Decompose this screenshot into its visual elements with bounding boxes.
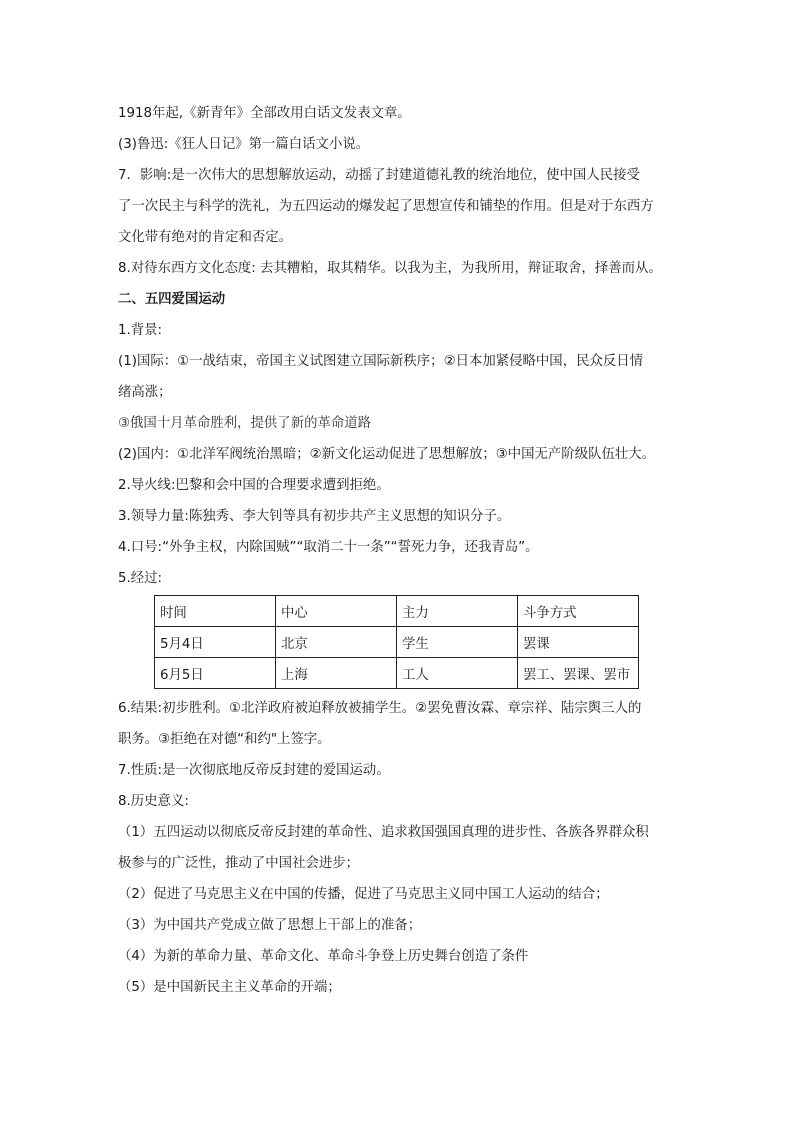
- process-table-wrapper: [154, 595, 686, 689]
- text-line: 7．影响:是一次伟大的思想解放运动，动摇了封建道德礼教的统治地位，使中国人民接受: [118, 168, 640, 183]
- text-line: （3）为中国共产党成立做了思想上干部上的准备；: [118, 918, 422, 933]
- text-line: 1918年起,《新青年》全部改用白话文发表文章。: [118, 106, 411, 121]
- text-line: 8.对待东西方文化态度: 去其糟粕，取其精华。以我为主，为我所用，辩证取舍，择善而从。: [118, 261, 662, 276]
- text-line: 文化带有绝对的肯定和否定。: [118, 230, 293, 245]
- text-line: 了一次民主与科学的洗礼，为五四运动的爆发起了思想宣传和铺垫的作用。但是对于东西方: [118, 199, 654, 214]
- text-line: 5.经过:: [118, 571, 163, 586]
- table-cell: 上海: [276, 658, 397, 689]
- table-header-row: [155, 596, 639, 627]
- table-cell: 罢课: [518, 627, 639, 658]
- section-heading: 二、五四爱国运动: [118, 292, 226, 307]
- table-cell: 工人: [397, 658, 518, 689]
- text-line: （4）为新的革命力量、革命文化、革命斗争登上历史舞台创造了条件: [118, 949, 529, 964]
- text-line: 8.历史意义:: [118, 794, 189, 809]
- text-line: (1)国际：①一战结束，帝国主义试图建立国际新秩序；②日本加紧侵略中国，民众反日情: [118, 354, 644, 369]
- table-cell: 5月4日: [155, 627, 276, 658]
- table-cell: 学生: [397, 627, 518, 658]
- table-header-cell: 中心: [276, 596, 397, 627]
- text-line: (2)国内：①北洋军阀统治黑暗；②新文化运动促进了思想解放；③中国无产阶级队伍壮大。: [118, 447, 656, 462]
- text-line: （1）五四运动以彻底反帝反封建的革命性、追求救国强国真理的进步性、各族各界群众积: [118, 825, 649, 840]
- text-line: ③俄国十月革命胜利，提供了新的革命道路: [118, 416, 372, 431]
- text-line: 1.背景:: [118, 323, 163, 338]
- text-line: 2.导火线:巴黎和会中国的合理要求遭到拒绝。: [118, 478, 390, 493]
- text-line: 7.性质:是一次彻底地反帝反封建的爱国运动。: [118, 763, 390, 778]
- text-line: 4.口号:“外争主权，内除国贼”“取消二十一条”“誓死力争，还我青岛”。: [118, 540, 539, 555]
- process-table: [154, 595, 639, 689]
- table-header-cell: 主力: [397, 596, 518, 627]
- text-line: 职务。③拒绝在对德“和约"上签字。: [118, 732, 331, 747]
- text-line: 绪高涨；: [118, 385, 172, 400]
- text-line: (3)鲁迅:《狂人日记》第一篇白话文小说。: [118, 137, 370, 152]
- table-cell: 6月5日: [155, 658, 276, 689]
- table-row: [155, 627, 639, 658]
- table-header-cell: 时间: [155, 596, 276, 627]
- text-line: （2）促进了马克思主义在中国的传播，促进了马克思主义同中国工人运动的结合；: [118, 887, 609, 902]
- table-header-cell: 斗争方式: [518, 596, 639, 627]
- text-line: 6.结果:初步胜利。①北洋政府被迫释放被捕学生。②罢免曹汝霖、章宗祥、陆宗舆三人的: [118, 701, 642, 716]
- text-line: 极参与的广泛性，推动了中国社会进步；: [118, 856, 360, 871]
- document-body: [118, 98, 686, 1003]
- table-cell: 罢工、罢课、罢市: [518, 658, 639, 689]
- table-row: [155, 658, 639, 689]
- text-line: 3.领导力量:陈独秀、李大钊等具有初步共产主义思想的知识分子。: [118, 509, 511, 524]
- table-cell: 北京: [276, 627, 397, 658]
- text-line: （5）是中国新民主主义革命的开端；: [118, 980, 341, 995]
